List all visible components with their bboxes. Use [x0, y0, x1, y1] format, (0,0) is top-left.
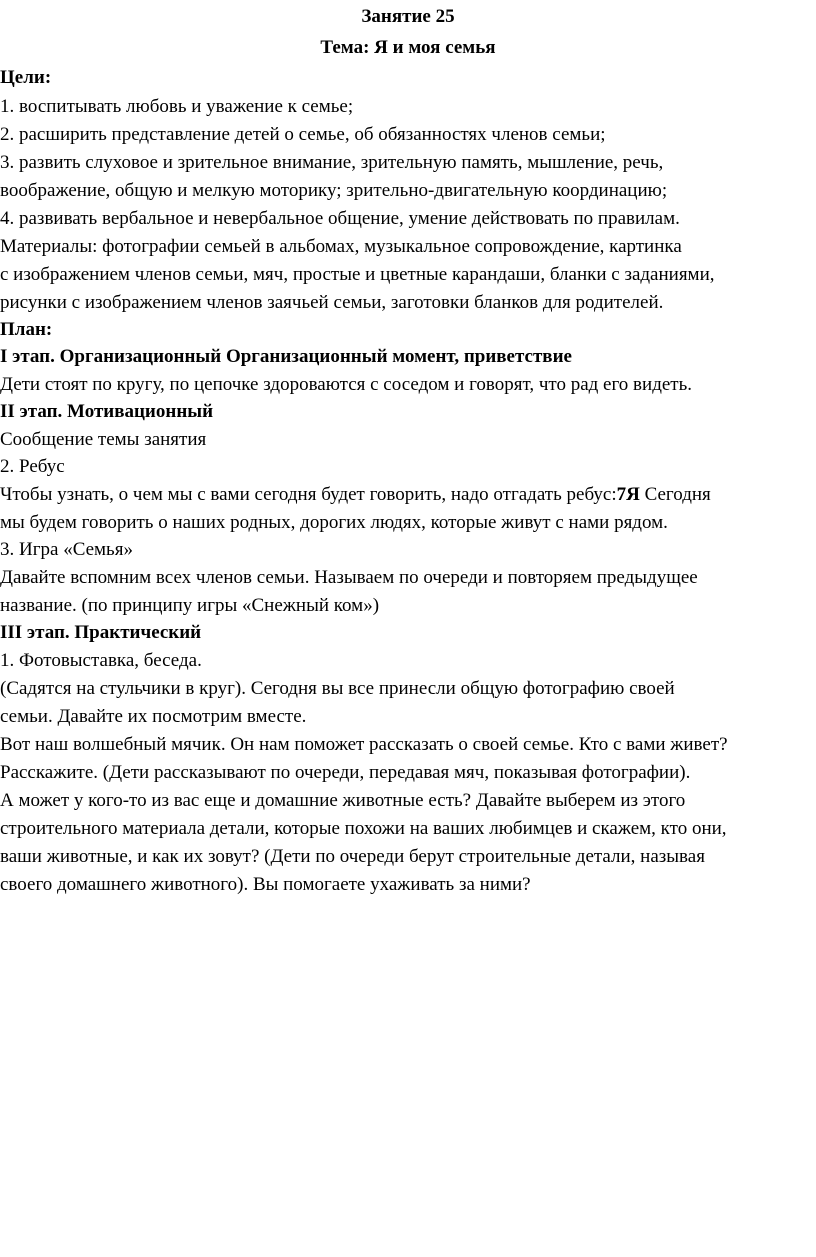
lesson-title: Занятие 25	[361, 6, 455, 27]
stage2-heading: II этап. Мотивационный	[0, 401, 214, 422]
stage3-paragraph-1: (Садятся на стульчики в круг). Сегодня вы все принесли общую фотографию своей	[0, 678, 675, 699]
stage3-item-1: 1. Фотовыставка, беседа.	[0, 650, 202, 671]
rebus-answer: 7Я	[616, 484, 640, 505]
stage3-paragraph-4: Расскажите. (Дети рассказывают по очереди, передавая мяч, показывая фотографии).	[0, 762, 691, 783]
stage3-paragraph-2: семьи. Давайте их посмотрим вместе.	[0, 706, 307, 727]
goal-3a: 3. развить слуховое и зрительное внимание, зрительную память, мышление, речь,	[0, 152, 664, 173]
stage3-paragraph-6: строительного материала детали, которые похожи на ваших любимцев и скажем, кто они,	[0, 818, 727, 839]
game-line-1: Давайте вспомним всех членов семьи. Называем по очереди и повторяем предыдущее	[0, 567, 698, 588]
stage3-paragraph-5: А может у кого-то из вас еще и домашние животные есть? Давайте выберем из этого	[0, 790, 686, 811]
stage2-item-3: 3. Игра «Семья»	[0, 539, 133, 560]
stage3-paragraph-7: ваши животные, и как их зовут? (Дети по очереди берут строительные детали, называя	[0, 846, 705, 867]
stage3-paragraph-3: Вот наш волшебный мячик. Он нам поможет рассказать о своей семье. Кто с вами живет?	[0, 734, 728, 755]
goals-heading: Цели:	[0, 67, 52, 88]
rebus-intro: Чтобы узнать, о чем мы с вами сегодня будет говорить, надо отгадать ребус:	[0, 484, 617, 505]
stage1-heading: I этап. Организационный Организационный момент, приветствие	[0, 346, 572, 367]
goal-4: 4. развивать вербальное и невербальное общение, умение действовать по правилам.	[0, 208, 680, 229]
materials-line-3: рисунки с изображением членов заячьей семьи, заготовки бланков для родителей.	[0, 292, 664, 313]
stage3-paragraph-8: своего домашнего животного). Вы помогаете ухаживать за ними?	[0, 874, 531, 895]
game-line-2: название. (по принципу игры «Снежный ком»)	[0, 595, 380, 616]
rebus-line-1	[0, 484, 711, 506]
stage3-heading: III этап. Практический	[0, 622, 202, 643]
stage2-item-1: Сообщение темы занятия	[0, 429, 207, 450]
goal-3b: воображение, общую и мелкую моторику; зрительно-двигательную координацию;	[0, 180, 668, 201]
stage1-text: Дети стоят по кругу, по цепочке здороваются с соседом и говорят, что рад его видеть.	[0, 374, 693, 395]
goal-1: 1. воспитывать любовь и уважение к семье;	[0, 96, 354, 117]
topic-title: Тема: Я и моя семья	[320, 37, 496, 58]
stage2-item-2: 2. Ребус	[0, 456, 65, 477]
materials-line-2: с изображением членов семьи, мяч, простые и цветные карандаши, бланки с заданиями,	[0, 264, 715, 285]
rebus-continuation: Сегодня	[639, 484, 711, 505]
rebus-line-2: мы будем говорить о наших родных, дорогих людях, которые живут с нами рядом.	[0, 512, 668, 533]
plan-heading: План:	[0, 319, 53, 340]
goal-2: 2. расширить представление детей о семье, об обязанностях членов семьи;	[0, 124, 606, 145]
materials-line-1: Материалы: фотографии семьей в альбомах, музыкальное сопровождение, картинка	[0, 236, 682, 257]
